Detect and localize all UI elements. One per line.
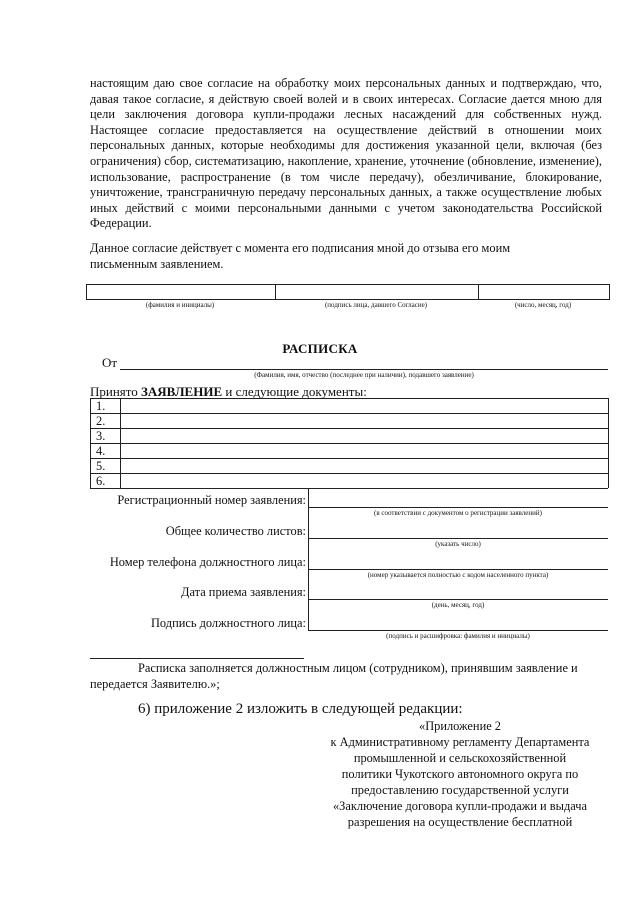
consent-paragraph: настоящим даю свое согласие на обработку моих персональных данных и подтверждаю, что, давая такое согласие, я действую своей волей и в своих интересах. Согласие дается мною для цели заключения договора купли-продажи лесных насаждений для собственных нужд. Настоящее согласие предоставляется на осуществление действий в отношении моих персональных данных, которые необходимы для достижения указанной цели, включая (без ограничения) сбор, систематизацию, накопление, хранение, уточнение (обновление, изменение), использование, распространение (в том числе передачу), обезличивание, блокирование, уничтожение, трансграничную передачу персональных данных, а также осуществление любых иных действий с моими персональными данными с учетом законодательства Российской Федерации. <box>90 76 602 231</box>
signature-cell[interactable] <box>275 284 479 300</box>
phone-number-field[interactable] <box>308 569 608 570</box>
doc-entry-6[interactable] <box>121 474 607 488</box>
name-signature-cell[interactable] <box>86 284 276 300</box>
receipt-from-caption: (Фамилия, имя, отчество (последнее при наличии), подавшего заявление) <box>254 371 474 379</box>
receipt-from-line[interactable] <box>120 369 608 370</box>
phone-number-caption: (номер указывается полностью с кодом населенного пункта) <box>367 571 549 579</box>
doc-table-line <box>90 488 608 489</box>
receipt-date-label: Дата приема заявления: <box>181 585 306 599</box>
registration-number-field[interactable] <box>308 507 608 508</box>
receipt-title: РАСПИСКА <box>282 341 358 356</box>
doc-number: 6. <box>96 474 106 488</box>
doc-number: 2. <box>96 414 106 428</box>
date-signature-cell[interactable] <box>478 284 610 300</box>
consent-validity-line2: письменным заявлением. <box>90 257 224 271</box>
accepted-bold: ЗАЯВЛЕНИЕ <box>141 384 223 399</box>
doc-number: 5. <box>96 459 106 473</box>
accepted-suffix: и следующие документы: <box>222 384 367 399</box>
sheet-count-label: Общее количество листов: <box>165 524 306 538</box>
doc-entry-4[interactable] <box>121 444 607 458</box>
amendment-heading: 6) приложение 2 изложить в следующей редакции: <box>138 701 463 717</box>
official-signature-field[interactable] <box>308 630 608 631</box>
appendix-line: разрешения на осуществление бесплатной <box>347 815 573 829</box>
appendix-line: к Административному регламенту Департамента <box>330 735 590 749</box>
doc-number: 3. <box>96 429 106 443</box>
receipt-date-field[interactable] <box>308 599 608 600</box>
official-signature-label: Подпись должностного лица: <box>150 616 306 630</box>
caption-date: (число, месяц, год) <box>514 301 572 309</box>
doc-table-border <box>608 398 609 488</box>
registration-number-label: Регистрационный номер заявления: <box>117 493 306 507</box>
doc-table-border <box>90 398 91 488</box>
doc-entry-5[interactable] <box>121 459 607 473</box>
appendix-line: «Приложение 2 <box>419 719 501 733</box>
official-signature-caption: (подпись и расшифровка: фамилия и инициалы) <box>386 632 530 640</box>
appendix-line: предоставлению государственной услуги <box>351 783 569 797</box>
appendix-line: политики Чукотского автономного округа по <box>341 767 579 781</box>
doc-entry-2[interactable] <box>121 414 607 428</box>
accepted-prefix: Принято <box>90 384 142 399</box>
receipt-from-label: От <box>102 355 118 370</box>
receipt-date-caption: (день, месяц, год) <box>431 601 485 609</box>
sheet-count-caption: (указать число) <box>435 540 481 548</box>
appendix-line: промышленной и сельскохозяйственной <box>353 751 567 765</box>
caption-sign: (подпись лица, давшего Согласие) <box>324 301 428 309</box>
sheet-count-field[interactable] <box>308 538 608 539</box>
phone-number-label: Номер телефона должностного лица: <box>109 555 306 569</box>
appendix-line: «Заключение договора купли-продажи и выдача <box>332 799 587 813</box>
consent-validity-line1: Данное согласие действует с момента его подписания мной до отзыва его моим <box>90 241 511 255</box>
doc-entry-1[interactable] <box>121 399 607 413</box>
caption-name: (фамилия и инициалы) <box>145 301 215 309</box>
footnote-line2: передается Заявителю.»; <box>90 677 220 691</box>
footnote-separator <box>90 658 304 659</box>
doc-entry-3[interactable] <box>121 429 607 443</box>
doc-number: 4. <box>96 444 106 458</box>
footnote-line1: Расписка заполняется должностным лицом (сотрудником), принявшим заявление и <box>138 661 578 675</box>
doc-number: 1. <box>96 399 106 413</box>
registration-number-caption: (в соответствии с документом о регистрации заявлений) <box>374 509 542 517</box>
